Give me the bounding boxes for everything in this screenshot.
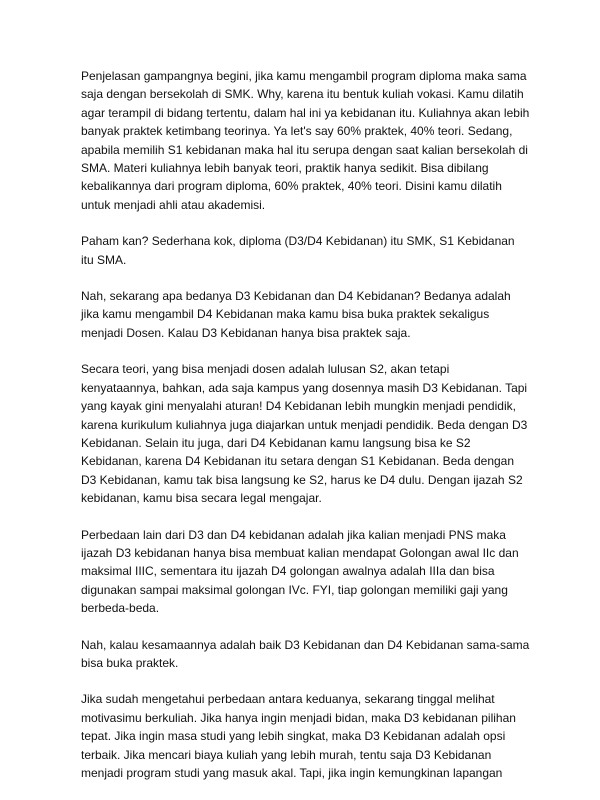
text-line: banyak praktek ketimbang teorinya. Ya let's say 60% praktek, 40% teori. Sedang, <box>81 124 513 139</box>
text-line: Nah, kalau kesamaannya adalah baik D3 Kebidanan dan D4 Kebidanan sama-sama <box>81 637 530 652</box>
text-line: menjadi Dosen. Kalau D3 Kebidanan hanya bisa praktek saja. <box>81 325 411 340</box>
text-line: Perbedaan lain dari D3 dan D4 kebidanan adalah jika kalian menjadi PNS maka <box>81 527 506 542</box>
text-line: Penjelasan gampangnya begini, jika kamu mengambil program diploma maka sama <box>81 69 527 83</box>
text-line: tepat. Jika ingin masa studi yang lebih singkat, maka D3 Kebidanan adalah opsi <box>81 729 506 744</box>
paragraph <box>81 67 531 214</box>
text-line: digunakan sampai maksimal golongan IVc. FYI, tiap golongan memiliki gaji yang <box>81 582 508 597</box>
text-line: untuk menjadi ahli atau akademisi. <box>81 197 266 212</box>
text-line: saja dengan bersekolah di SMK. Why, karena itu bentuk kuliah vokasi. Kamu dilatih <box>81 87 524 102</box>
text-line: Paham kan? Sederhana kok, diploma (D3/D4 Kebidanan) itu SMK, S1 Kebidanan <box>81 234 515 249</box>
text-line: kebalikannya dari program diploma, 60% praktek, 40% teori. Disini kamu dilatih <box>81 179 502 194</box>
text-line: kebidanan, kamu bisa secara legal mengajar. <box>81 491 322 506</box>
text-line: SMA. Materi kuliahnya lebih banyak teori, praktik hanya sedikit. Bisa dibilang <box>81 161 489 176</box>
paragraph <box>81 690 531 782</box>
text-line: Kebidanan. Selain itu juga, dari D4 Kebidanan kamu langsung bisa ke S2 <box>81 435 471 450</box>
document-body <box>81 67 531 800</box>
text-line: itu SMA. <box>81 252 127 267</box>
text-line: bisa buka praktek. <box>81 655 179 670</box>
text-line: berbeda-beda. <box>81 601 160 616</box>
text-line: yang kayak gini menyalahi aturan! D4 Kebidanan lebih mungkin menjadi pendidik, <box>81 399 516 414</box>
text-line: jika kamu mengambil D4 Kebidanan maka kamu bisa buka praktek sekaligus <box>81 307 490 322</box>
text-line: agar terampil di bidang tertentu, dalam hal ini ya kebidanan itu. Kuliahnya akan lebih <box>81 105 530 120</box>
text-line: ijazah D3 kebidanan hanya bisa membuat kalian mendapat Golongan awal IIc dan <box>81 545 519 560</box>
paragraph <box>81 360 531 507</box>
paragraph <box>81 232 531 269</box>
text-line: terbaik. Jika mencari biaya kuliah yang lebih murah, tentu saja D3 Kebidanan <box>81 747 492 762</box>
text-line: kenyataannya, bahkan, ada saja kampus yang dosennya masih D3 Kebidanan. Tapi <box>81 380 528 395</box>
text-line: maksimal IIIC, sementara itu ijazah D4 golongan awalnya adalah IIIa dan bisa <box>81 564 495 579</box>
text-line: Nah, sekarang apa bedanya D3 Kebidanan dan D4 Kebidanan? Bedanya adalah <box>81 289 511 304</box>
paragraph <box>81 636 531 673</box>
paragraph <box>81 526 531 618</box>
text-line: Jika sudah mengetahui perbedaan antara keduanya, sekarang tinggal melihat <box>81 692 495 707</box>
paragraph <box>81 287 531 342</box>
text-line: karena kurikulum kuliahnya juga diajarkan untuk menjadi pendidik. Beda dengan D3 <box>81 417 528 432</box>
text-line: Kebidanan, karena D4 Kebidanan itu setara dengan S1 Kebidanan. Beda dengan <box>81 454 515 469</box>
text-line: Secara teori, yang bisa menjadi dosen adalah lulusan S2, akan tetapi <box>81 362 450 377</box>
text-line: menjadi program studi yang masuk akal. Tapi, jika ingin kemungkinan lapangan <box>81 766 503 780</box>
text-line: apabila memilih S1 kebidanan maka hal itu serupa dengan saat kalian bersekolah di <box>81 142 528 157</box>
text-line: motivasimu berkuliah. Jika hanya ingin menjadi bidan, maka D3 kebidanan pilihan <box>81 710 516 725</box>
text-line: D3 Kebidanan, kamu tak bisa langsung ke S2, harus ke D4 dulu. Dengan ijazah S2 <box>81 472 523 487</box>
